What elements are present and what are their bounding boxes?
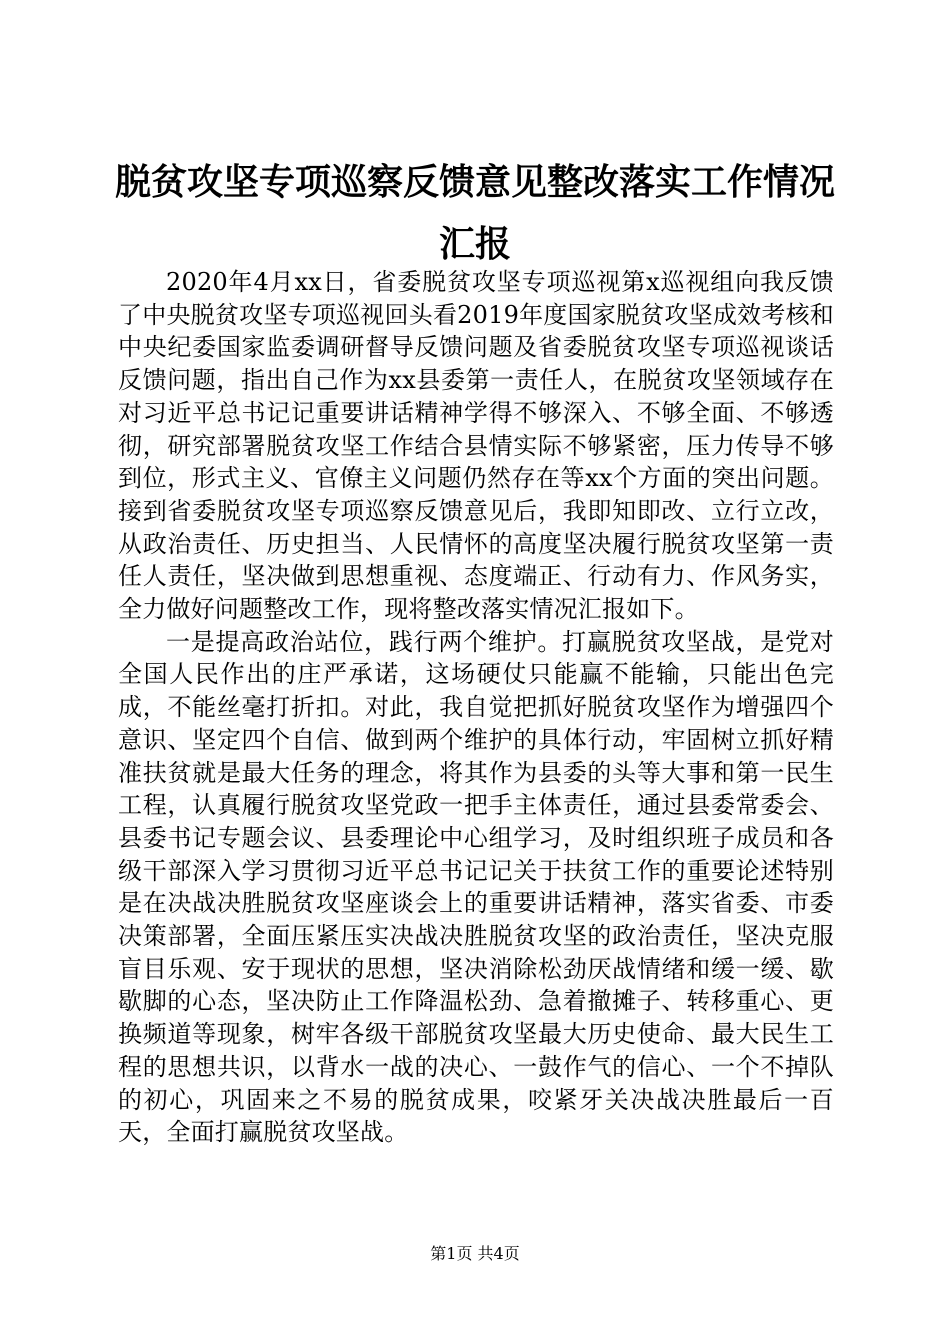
page-number-footer: 第1页 共4页: [430, 1244, 520, 1263]
body-paragraph-2: 一是提高政治站位，践行两个维护。打赢脱贫攻坚战，是党对全国人民作出的庄严承诺，这场硬仗只能赢不能输，只能出色完成，不能丝毫打折扣。对此，我自觉把抓好脱贫攻坚作为增强四个意识、坚定四个自信、做到两个维护的具体行动，牢固树立抓好精准扶贫就是最大任务的理念，将其作为县委的头等大事和第一民生工程，认真履行脱贫攻坚党政一把手主体责任，通过县委常委会、县委书记专题会议、县委理论中心组学习，及时组织班子成员和各级干部深入学习贯彻习近平总书记记关于扶贫工作的重要论述特别是在决战决胜脱贫攻坚座谈会上的重要讲话精神，落实省委、市委决策部署，全面压紧压实决战决胜脱贫攻坚的政治责任，坚决克服盲目乐观、安于现状的思想，坚决消除松劲厌战情绪和缓一缓、歇歇脚的心态，坚决防止工作降温松劲、急着撤摊子、转移重心、更换频道等现象，树牢各级干部脱贫攻坚最大历史使命、最大民生工程的思想共识，以背水一战的决心、一鼓作气的信心、一个不掉队的初心，巩固来之不易的脱贫成果，咬紧牙关决战决胜最后一百天，全面打赢脱贫攻坚战。: [118, 627, 834, 1147]
body-paragraph-1: 2020年4月xx日，省委脱贫攻坚专项巡视第x巡视组向我反馈了中央脱贫攻坚专项巡视回头看2019年度国家脱贫攻坚成效考核和中央纪委国家监委调研督导反馈问题及省委脱贫攻坚专项巡视谈话反馈问题，指出自己作为xx县委第一责任人，在脱贫攻坚领域存在对习近平总书记记重要讲话精神学得不够深入、不够全面、不够透彻，研究部署脱贫攻坚工作结合县情实际不够紧密，压力传导不够到位，形式主义、官僚主义问题仍然存在等xx个方面的突出问题。接到省委脱贫攻坚专项巡察反馈意见后，我即知即改、立行立改，从政治责任、历史担当、人民情怀的高度坚决履行脱贫攻坚第一责任人责任，坚决做到思想重视、态度端正、行动有力、作风务实，全力做好问题整改工作，现将整改落实情况汇报如下。: [118, 268, 834, 624]
document-title-line-2: 汇报: [438, 223, 511, 265]
document-body: [118, 266, 834, 1149]
document-title-line-1: 脱贫攻坚专项巡察反馈意见整改落实工作情况: [114, 161, 835, 203]
